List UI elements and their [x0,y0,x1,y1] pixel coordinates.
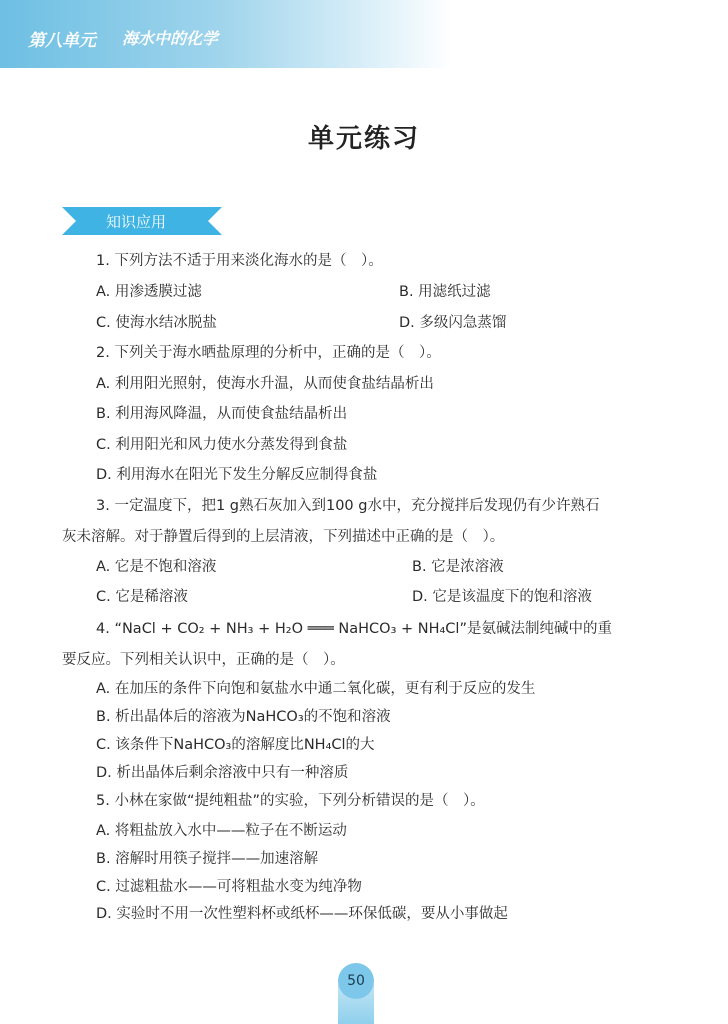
question-4-stem-line2: 要反应。下列相关认识中，正确的是（ ）。 [62,652,345,668]
question-3-option-b: B. 它是浓溶液 [412,559,504,575]
question-2-stem: 2. 下列关于海水晒盐原理的分析中，正确的是（ ）。 [96,345,441,361]
page-title: 单元练习 [307,124,420,154]
question-2-option-a: A. 利用阳光照射，使海水升温，从而使食盐结晶析出 [96,376,434,392]
question-4-option-d: D. 析出晶体后剩余溶液中只有一种溶质 [96,765,349,781]
question-1-option-a: A. 用渗透膜过滤 [96,284,202,300]
question-3-option-a: A. 它是不饱和溶液 [96,559,217,575]
question-4-option-b: B. 析出晶体后的溶液为NaHCO₃的不饱和溶液 [96,709,391,725]
question-1-stem: 1. 下列方法不适于用来淡化海水的是（ ）。 [96,253,383,269]
question-4-stem-line1: 4. “NaCl + CO₂ + NH₃ + H₂O ═══ NaHCO₃ + NH₄Cl”是氨碱法制纯碱中的重 [96,621,612,637]
chapter-unit: 第八单元 [28,31,96,51]
chapter-header [0,0,728,68]
question-2-option-c: C. 利用阳光和风力使水分蒸发得到食盐 [96,437,348,453]
chapter-title: 海水中的化学 [122,29,219,48]
question-3-stem-line2: 灰未溶解。对于静置后得到的上层清液，下列描述中正确的是（ ）。 [62,529,505,545]
question-5-stem: 5. 小林在家做“提纯粗盐”的实验，下列分析错误的是（ ）。 [96,793,485,809]
question-5-option-d: D. 实验时不用一次性塑料杯或纸杯——环保低碳，要从小事做起 [96,906,508,922]
question-3-stem-line1: 3. 一定温度下，把1 g熟石灰加入到100 g水中，充分搅拌后发现仍有少许熟石 [96,498,600,514]
question-1-option-d: D. 多级闪急蒸馏 [399,315,507,331]
question-3-option-c: C. 它是稀溶液 [96,589,188,605]
question-2-option-b: B. 利用海风降温，从而使食盐结晶析出 [96,406,348,422]
section-label: 知识应用 [106,213,167,231]
question-4-option-c: C. 该条件下NaHCO₃的溶解度比NH₄Cl的大 [96,737,375,753]
question-1-option-c: C. 使海水结冰脱盐 [96,315,217,331]
question-5-option-b: B. 溶解时用筷子搅拌——加速溶解 [96,851,319,867]
question-4-option-a: A. 在加压的条件下向饱和氨盐水中通二氧化碳，更有利于反应的发生 [96,681,536,697]
question-5-option-c: C. 过滤粗盐水——可将粗盐水变为纯净物 [96,879,362,895]
question-1-option-b: B. 用滤纸过滤 [399,284,491,300]
question-2-option-d: D. 利用海水在阳光下发生分解反应制得食盐 [96,467,378,483]
question-3-option-d: D. 它是该温度下的饱和溶液 [412,589,592,605]
question-5-option-a: A. 将粗盐放入水中——粒子在不断运动 [96,823,347,839]
section-banner [62,207,222,235]
page-number: 50 [338,963,374,999]
